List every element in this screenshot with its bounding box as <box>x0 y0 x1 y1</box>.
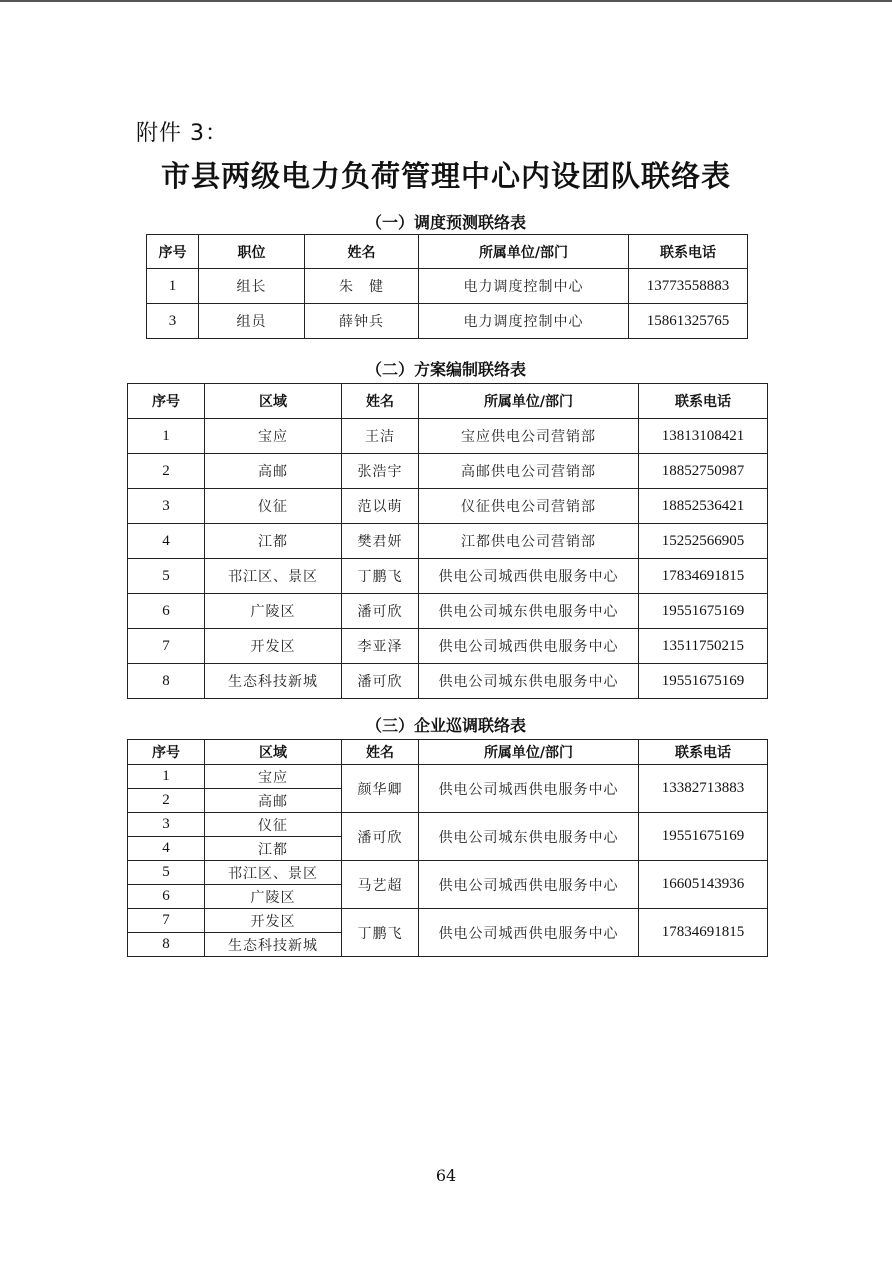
row-area: 生态科技新城 <box>205 664 342 699</box>
table-row <box>128 524 768 559</box>
table-header-row <box>128 384 768 419</box>
row-no: 4 <box>128 524 205 559</box>
row-phone: 16605143936 <box>639 861 768 909</box>
row-unit: 供电公司城西供电服务中心 <box>419 629 639 664</box>
dispatch-forecast-table <box>146 234 748 339</box>
row-no: 3 <box>128 489 205 524</box>
header-area: 区域 <box>205 384 342 419</box>
row-unit: 供电公司城东供电服务中心 <box>419 594 639 629</box>
row-name: 潘可欣 <box>342 664 419 699</box>
row-name: 马艺超 <box>342 861 419 909</box>
row-name: 颜华卿 <box>342 765 419 813</box>
header-phone: 联系电话 <box>639 740 768 765</box>
table2-title: （二）方案编制联络表 <box>365 360 526 379</box>
table3-body <box>128 765 768 957</box>
row-no: 8 <box>128 933 205 957</box>
table-row <box>128 419 768 454</box>
table-row <box>147 269 748 304</box>
row-name: 王洁 <box>342 419 419 454</box>
row-name: 朱 健 <box>305 269 419 304</box>
row-phone: 19551675169 <box>639 813 768 861</box>
row-no: 6 <box>128 885 205 909</box>
row-no: 8 <box>128 664 205 699</box>
table-header-row <box>147 235 748 269</box>
row-no: 3 <box>147 304 199 339</box>
table-row <box>128 594 768 629</box>
row-name: 范以萌 <box>342 489 419 524</box>
header-area: 区域 <box>205 740 342 765</box>
row-name: 潘可欣 <box>342 594 419 629</box>
row-area: 仪征 <box>205 489 342 524</box>
row-area: 高邮 <box>205 454 342 489</box>
row-area: 高邮 <box>205 789 342 813</box>
row-no: 3 <box>128 813 205 837</box>
row-unit: 供电公司城东供电服务中心 <box>419 813 639 861</box>
row-area: 仪征 <box>205 813 342 837</box>
row-no: 1 <box>128 419 205 454</box>
row-phone: 15252566905 <box>639 524 768 559</box>
row-no: 6 <box>128 594 205 629</box>
plan-compilation-table <box>127 383 768 699</box>
row-no: 1 <box>128 765 205 789</box>
table-row <box>128 861 768 885</box>
row-no: 7 <box>128 629 205 664</box>
header-phone: 联系电话 <box>629 235 748 269</box>
row-phone: 15861325765 <box>629 304 748 339</box>
table-row <box>128 765 768 789</box>
row-phone: 19551675169 <box>639 594 768 629</box>
row-unit: 高邮供电公司营销部 <box>419 454 639 489</box>
row-area: 广陵区 <box>205 594 342 629</box>
header-name: 姓名 <box>342 384 419 419</box>
row-phone: 13511750215 <box>639 629 768 664</box>
header-position: 职位 <box>199 235 305 269</box>
row-no: 4 <box>128 837 205 861</box>
header-phone: 联系电话 <box>639 384 768 419</box>
header-unit: 所属单位/部门 <box>419 740 639 765</box>
table-header-row <box>128 740 768 765</box>
header-name: 姓名 <box>342 740 419 765</box>
row-unit: 供电公司城西供电服务中心 <box>419 909 639 957</box>
row-position: 组员 <box>199 304 305 339</box>
table-row <box>128 909 768 933</box>
row-area: 江都 <box>205 524 342 559</box>
row-area: 开发区 <box>205 909 342 933</box>
page-top-border <box>0 0 892 2</box>
row-area: 开发区 <box>205 629 342 664</box>
row-no: 5 <box>128 861 205 885</box>
row-area: 宝应 <box>205 765 342 789</box>
row-name: 丁鹏飞 <box>342 559 419 594</box>
header-unit: 所属单位/部门 <box>419 235 629 269</box>
row-name: 丁鹏飞 <box>342 909 419 957</box>
row-unit: 供电公司城东供电服务中心 <box>419 664 639 699</box>
row-unit: 宝应供电公司营销部 <box>419 419 639 454</box>
row-no: 1 <box>147 269 199 304</box>
table1-body <box>147 269 748 339</box>
row-name: 张浩宇 <box>342 454 419 489</box>
document-title: 市县两级电力负荷管理中心内设团队联络表 <box>160 159 731 193</box>
attachment-label: 附件 3： <box>136 121 228 146</box>
table3-title: （三）企业巡调联络表 <box>365 716 526 735</box>
row-name: 薛钟兵 <box>305 304 419 339</box>
table-row <box>128 559 768 594</box>
row-name: 潘可欣 <box>342 813 419 861</box>
header-no: 序号 <box>128 740 205 765</box>
row-phone: 19551675169 <box>639 664 768 699</box>
enterprise-patrol-table <box>127 739 768 957</box>
page-number: 64 <box>435 1166 457 1185</box>
row-area: 广陵区 <box>205 885 342 909</box>
row-area: 江都 <box>205 837 342 861</box>
row-no: 5 <box>128 559 205 594</box>
row-unit: 供电公司城西供电服务中心 <box>419 861 639 909</box>
table-row <box>128 489 768 524</box>
table-row <box>128 454 768 489</box>
row-no: 2 <box>128 789 205 813</box>
row-phone: 13773558883 <box>629 269 748 304</box>
header-no: 序号 <box>147 235 199 269</box>
row-phone: 13813108421 <box>639 419 768 454</box>
row-area: 生态科技新城 <box>205 933 342 957</box>
table2-body <box>128 419 768 699</box>
row-unit: 供电公司城西供电服务中心 <box>419 765 639 813</box>
row-name: 樊君妍 <box>342 524 419 559</box>
header-name: 姓名 <box>305 235 419 269</box>
row-no: 2 <box>128 454 205 489</box>
header-no: 序号 <box>128 384 205 419</box>
row-unit: 电力调度控制中心 <box>419 269 629 304</box>
row-unit: 供电公司城西供电服务中心 <box>419 559 639 594</box>
table-row <box>128 813 768 837</box>
row-unit: 江都供电公司营销部 <box>419 524 639 559</box>
row-area: 宝应 <box>205 419 342 454</box>
row-phone: 13382713883 <box>639 765 768 813</box>
table-row <box>128 629 768 664</box>
row-no: 7 <box>128 909 205 933</box>
table-row <box>147 304 748 339</box>
header-unit: 所属单位/部门 <box>419 384 639 419</box>
row-area: 邗江区、景区 <box>205 559 342 594</box>
row-name: 李亚泽 <box>342 629 419 664</box>
row-position: 组长 <box>199 269 305 304</box>
row-phone: 17834691815 <box>639 559 768 594</box>
row-phone: 17834691815 <box>639 909 768 957</box>
row-area: 邗江区、景区 <box>205 861 342 885</box>
row-phone: 18852750987 <box>639 454 768 489</box>
table-row <box>128 664 768 699</box>
row-phone: 18852536421 <box>639 489 768 524</box>
row-unit: 仪征供电公司营销部 <box>419 489 639 524</box>
row-unit: 电力调度控制中心 <box>419 304 629 339</box>
table1-title: （一）调度预测联络表 <box>365 213 526 232</box>
